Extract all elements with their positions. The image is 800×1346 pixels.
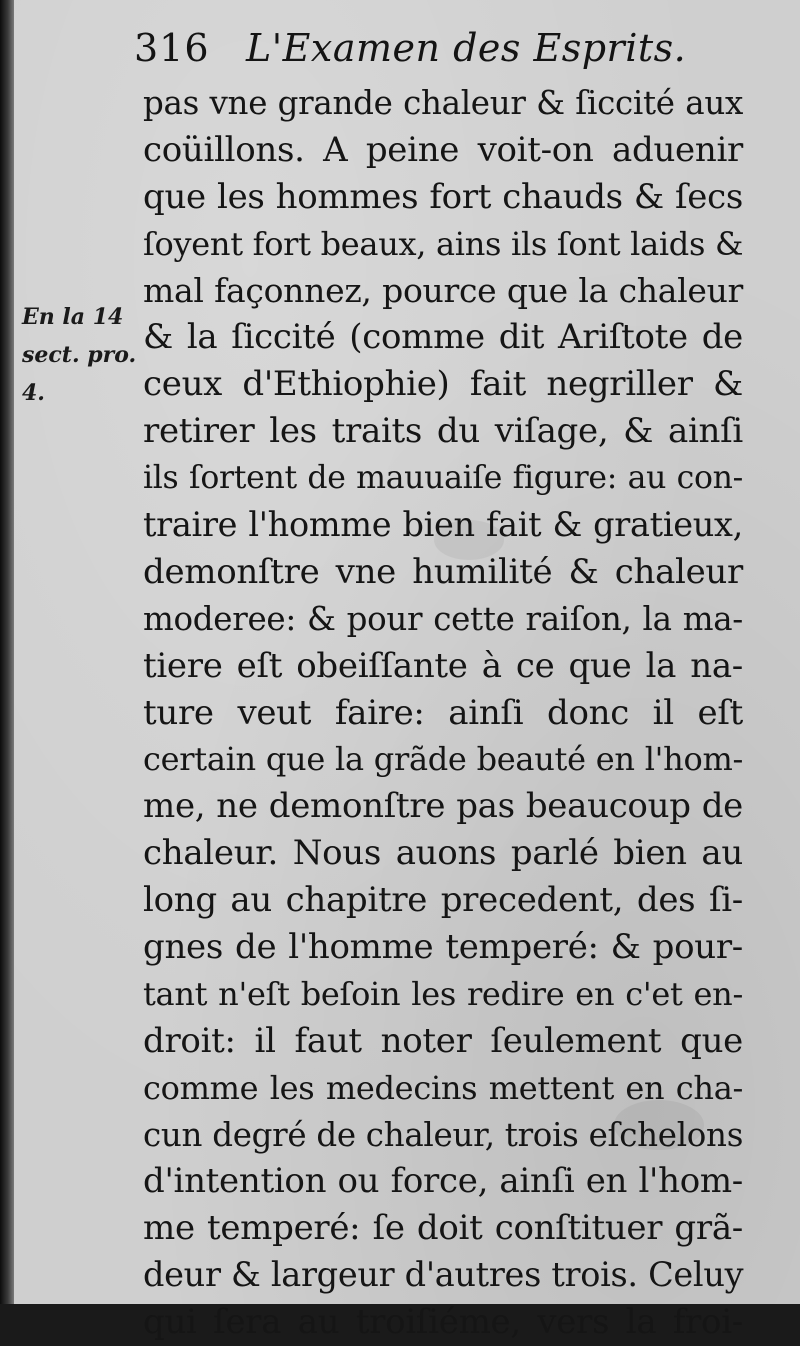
text-line: long au chapitre precedent, des ſi-: [143, 880, 743, 921]
text-line: traire l'homme bien fait & gratieux,: [143, 505, 743, 545]
text-line: me, ne demonſtre pas beaucoup de: [143, 786, 743, 827]
text-line: ture veut faire: ainſi donc il eſt: [143, 692, 743, 733]
body-text: [143, 80, 743, 1346]
text-line: retirer les traits du viſage, & ainſi: [143, 411, 743, 452]
text-line: d'intention ou force, ainſi en l'hom-: [143, 1161, 743, 1202]
text-line: comme les medecins mettent en cha-: [143, 1068, 743, 1107]
running-header: [134, 16, 774, 80]
margin-note-line: 4.: [22, 380, 45, 406]
book-binding-shadow: [0, 0, 14, 1304]
running-title: L'Examen des Esprits.: [246, 26, 687, 70]
text-line: certain que la grãde beauté en l'hom-: [143, 740, 743, 779]
text-line: & la ſiccité (comme dit Ariſtote de: [143, 317, 743, 358]
text-line: deur & largeur d'autres trois. Celuy: [143, 1255, 744, 1295]
text-line: qui ſera au troiſiéme, vers la froi-: [143, 1302, 743, 1343]
text-line: tant n'eſt beſoin les redire en c'et en-: [143, 974, 743, 1013]
margin-note: [22, 298, 147, 412]
text-line: que les hommes fort chauds & ſecs: [143, 176, 743, 217]
text-line: coüillons. A peine voit-on aduenir: [143, 129, 743, 170]
text-line: mal façonnez, pource que la chaleur: [143, 270, 743, 310]
text-line: me temperé: ſe doit conſtituer grã-: [143, 1208, 743, 1249]
text-line: ſoyent fort beaux, ains ils ſont laids &: [143, 224, 744, 263]
margin-note-line: sect. pro.: [22, 342, 137, 368]
text-line: ils ſortent de mauuaiſe figure: au con-: [143, 460, 743, 497]
text-line: pas vne grande chaleur & ſiccité aux: [143, 84, 743, 122]
text-line: tiere eſt obeiſſante à ce que la na-: [143, 645, 743, 686]
text-line: moderee: & pour cette raiſon, la ma-: [143, 599, 743, 638]
text-line: gnes de l'homme temperé: & pour-: [143, 927, 743, 968]
text-line: cun degré de chaleur, trois eſchelons: [143, 1115, 744, 1154]
margin-note-line: En la 14: [22, 304, 124, 330]
text-line: ceux d'Ethiophie) fait negriller &: [143, 364, 743, 405]
text-line: demonſtre vne humilité & chaleur: [143, 551, 743, 592]
text-line: droit: il faut noter ſeulement que: [143, 1020, 743, 1061]
text-line: chaleur. Nous auons parlé bien au: [143, 833, 743, 874]
page-number: 316: [134, 26, 210, 70]
